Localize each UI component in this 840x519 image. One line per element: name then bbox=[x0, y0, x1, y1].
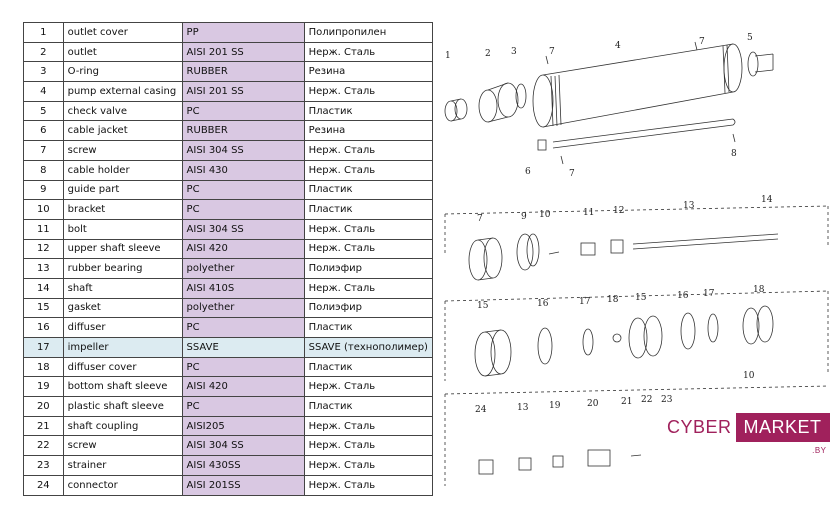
cell-num: 10 bbox=[24, 200, 64, 220]
cybermarket-logo bbox=[661, 409, 831, 455]
cell-num: 16 bbox=[24, 318, 64, 338]
cell-name: plastic shaft sleeve bbox=[63, 397, 182, 417]
callout-label: 18 bbox=[753, 285, 765, 295]
cell-num: 12 bbox=[24, 239, 64, 259]
rubber-bearing-shape bbox=[611, 240, 623, 253]
cell-name: bottom shaft sleeve bbox=[63, 377, 182, 397]
check-valve-shape bbox=[748, 52, 773, 76]
cell-material-ru: Резина bbox=[304, 121, 432, 141]
cell-material-ru: Нерж. Сталь bbox=[304, 141, 432, 161]
cell-material: SSAVE bbox=[182, 338, 304, 358]
callout-label: 20 bbox=[587, 399, 599, 409]
cell-num: 14 bbox=[24, 278, 64, 298]
pump-casing-shape bbox=[533, 44, 742, 127]
callout-label: 7 bbox=[569, 169, 575, 179]
cell-num: 9 bbox=[24, 180, 64, 200]
bottom-shaft-sleeve-shape bbox=[519, 458, 531, 470]
table-row bbox=[24, 357, 433, 377]
cell-material-ru: Нерж. Сталь bbox=[304, 219, 432, 239]
cell-num: 18 bbox=[24, 357, 64, 377]
cell-material-ru: Полиэфир bbox=[304, 298, 432, 318]
bolt-shape bbox=[549, 252, 559, 254]
cell-num: 15 bbox=[24, 298, 64, 318]
cell-name: check valve bbox=[63, 101, 182, 121]
cell-name: bracket bbox=[63, 200, 182, 220]
diffuser-shape-2 bbox=[629, 316, 662, 358]
callout-label: 24 bbox=[475, 405, 487, 415]
cell-material-ru: Пластик bbox=[304, 200, 432, 220]
cell-material-ru: Пластик bbox=[304, 318, 432, 338]
cell-name: pump external casing bbox=[63, 82, 182, 102]
callout-label: 15 bbox=[477, 301, 489, 311]
cell-material: PC bbox=[182, 397, 304, 417]
cell-num: 8 bbox=[24, 160, 64, 180]
table-row bbox=[24, 298, 433, 318]
table-row bbox=[24, 82, 433, 102]
cell-num: 23 bbox=[24, 456, 64, 476]
callout-label: 1 bbox=[445, 51, 451, 61]
diffuser-shape bbox=[475, 330, 511, 376]
cell-material-ru: Нерж. Сталь bbox=[304, 42, 432, 62]
cell-name: outlet bbox=[63, 42, 182, 62]
cell-material-ru: Пластик bbox=[304, 180, 432, 200]
cell-name: outlet cover bbox=[63, 23, 182, 43]
table-row bbox=[24, 160, 433, 180]
cell-material: polyether bbox=[182, 259, 304, 279]
cell-name: rubber bearing bbox=[63, 259, 182, 279]
table-row bbox=[24, 200, 433, 220]
cell-name: connector bbox=[63, 475, 182, 495]
cell-material: AISI 201 SS bbox=[182, 82, 304, 102]
table-row bbox=[24, 318, 433, 338]
cell-name: gasket bbox=[63, 298, 182, 318]
table-row bbox=[24, 436, 433, 456]
table-row bbox=[24, 101, 433, 121]
table-row bbox=[24, 239, 433, 259]
cell-material: PC bbox=[182, 180, 304, 200]
diffuser-cover-shape bbox=[583, 329, 593, 355]
table-row bbox=[24, 180, 433, 200]
cell-name: impeller bbox=[63, 338, 182, 358]
callout-label: 18 bbox=[607, 295, 619, 305]
cell-material: polyether bbox=[182, 298, 304, 318]
cell-material: AISI205 bbox=[182, 416, 304, 436]
drawing-labels bbox=[445, 33, 773, 415]
cell-num: 22 bbox=[24, 436, 64, 456]
cell-material-ru: Пластик bbox=[304, 397, 432, 417]
screw-shapes bbox=[546, 42, 735, 164]
diffuser-cover-shape-2 bbox=[708, 314, 718, 342]
cell-num: 6 bbox=[24, 121, 64, 141]
callout-label: 8 bbox=[731, 149, 737, 159]
upper-shaft-sleeve-shape bbox=[581, 243, 595, 255]
impeller-shape bbox=[538, 328, 552, 364]
cell-material-ru: Полипропилен bbox=[304, 23, 432, 43]
table-row bbox=[24, 121, 433, 141]
table-row bbox=[24, 42, 433, 62]
logo-suffix: .BY bbox=[812, 446, 827, 455]
table-row bbox=[24, 456, 433, 476]
cable-jacket-shape bbox=[538, 140, 546, 150]
callout-label: 15 bbox=[635, 293, 647, 303]
cell-material: PC bbox=[182, 101, 304, 121]
cell-material-ru: SSAVE (технополимер) bbox=[304, 338, 432, 358]
table-row bbox=[24, 397, 433, 417]
cell-material: PC bbox=[182, 318, 304, 338]
bracket-shape bbox=[517, 234, 539, 270]
table-row bbox=[24, 278, 433, 298]
cell-material-ru: Нерж. Сталь bbox=[304, 377, 432, 397]
callout-label: 11 bbox=[583, 208, 595, 218]
table-row bbox=[24, 475, 433, 495]
cell-name: O-ring bbox=[63, 62, 182, 82]
cell-material-ru: Нерж. Сталь bbox=[304, 475, 432, 495]
cell-name: diffuser bbox=[63, 318, 182, 338]
cell-num: 1 bbox=[24, 23, 64, 43]
cell-material: AISI 304 SS bbox=[182, 141, 304, 161]
gasket-shape bbox=[613, 334, 621, 342]
cell-material-ru: Нерж. Сталь bbox=[304, 416, 432, 436]
cell-material: PC bbox=[182, 357, 304, 377]
parts-table-container bbox=[23, 22, 433, 496]
cell-name: cable holder bbox=[63, 160, 182, 180]
cell-material-ru: Резина bbox=[304, 62, 432, 82]
outlet-shape bbox=[479, 83, 518, 122]
callout-label: 2 bbox=[485, 49, 491, 59]
impeller-shape-2 bbox=[681, 313, 695, 349]
cell-material: RUBBER bbox=[182, 121, 304, 141]
callout-label: 7 bbox=[699, 37, 705, 47]
cell-name: cable jacket bbox=[63, 121, 182, 141]
cell-name: screw bbox=[63, 141, 182, 161]
cell-material: AISI 430SS bbox=[182, 456, 304, 476]
cell-num: 24 bbox=[24, 475, 64, 495]
callout-label: 5 bbox=[747, 33, 753, 43]
shaft-coupling-shape bbox=[588, 450, 610, 466]
shaft-shape bbox=[633, 234, 778, 249]
cell-material: PP bbox=[182, 23, 304, 43]
cell-num: 19 bbox=[24, 377, 64, 397]
callout-label: 6 bbox=[525, 167, 531, 177]
logo-right-word: MARKET bbox=[743, 417, 822, 437]
callout-label: 19 bbox=[549, 401, 561, 411]
cell-num: 2 bbox=[24, 42, 64, 62]
cell-name: bolt bbox=[63, 219, 182, 239]
cell-material-ru: Нерж. Сталь bbox=[304, 278, 432, 298]
cell-num: 13 bbox=[24, 259, 64, 279]
cell-material-ru: Нерж. Сталь bbox=[304, 239, 432, 259]
callout-label: 3 bbox=[511, 47, 517, 57]
table-row bbox=[24, 259, 433, 279]
cell-name: guide part bbox=[63, 180, 182, 200]
callout-label: 10 bbox=[743, 371, 755, 381]
cell-num: 4 bbox=[24, 82, 64, 102]
cell-name: strainer bbox=[63, 456, 182, 476]
callout-label: 21 bbox=[621, 397, 633, 407]
table-row bbox=[24, 416, 433, 436]
guide-part-shape bbox=[469, 238, 502, 280]
table-row bbox=[24, 219, 433, 239]
table-row bbox=[24, 62, 433, 82]
cell-material: AISI 430 bbox=[182, 160, 304, 180]
callout-label: 17 bbox=[579, 297, 591, 307]
cell-material-ru: Нерж. Сталь bbox=[304, 436, 432, 456]
cell-material: AISI 304 SS bbox=[182, 219, 304, 239]
plastic-shaft-sleeve-shape bbox=[553, 456, 563, 467]
callout-label: 13 bbox=[683, 201, 695, 211]
cell-num: 11 bbox=[24, 219, 64, 239]
table-row bbox=[24, 338, 433, 358]
callout-label: 17 bbox=[703, 289, 715, 299]
cell-material-ru: Пластик bbox=[304, 101, 432, 121]
cell-material-ru: Пластик bbox=[304, 357, 432, 377]
callout-label: 10 bbox=[539, 210, 551, 220]
parts-table-body bbox=[24, 23, 433, 496]
logo-left-text: CYBER bbox=[667, 417, 732, 437]
cell-num: 7 bbox=[24, 141, 64, 161]
cell-name: screw bbox=[63, 436, 182, 456]
cell-material-ru: Полиэфир bbox=[304, 259, 432, 279]
screw-shape-22 bbox=[631, 455, 641, 456]
cell-material-ru: Нерж. Сталь bbox=[304, 456, 432, 476]
outlet-cover-shape bbox=[445, 99, 467, 121]
table-row bbox=[24, 377, 433, 397]
callout-label: 14 bbox=[761, 195, 773, 205]
cell-name: shaft coupling bbox=[63, 416, 182, 436]
parts-table bbox=[23, 22, 433, 496]
callout-label: 7 bbox=[477, 214, 483, 224]
cell-num: 20 bbox=[24, 397, 64, 417]
cell-num: 21 bbox=[24, 416, 64, 436]
cable-holder-shape bbox=[553, 119, 735, 148]
callout-label: 13 bbox=[517, 403, 529, 413]
cell-material: AISI 304 SS bbox=[182, 436, 304, 456]
callout-label: 4 bbox=[615, 41, 621, 51]
callout-label: 7 bbox=[549, 47, 555, 57]
rubber-bearing-shape-2 bbox=[479, 460, 493, 474]
table-row bbox=[24, 23, 433, 43]
callout-label: 16 bbox=[677, 291, 689, 301]
cell-material: PC bbox=[182, 200, 304, 220]
callout-label: 12 bbox=[613, 206, 625, 216]
cell-material: RUBBER bbox=[182, 62, 304, 82]
logo-right-text bbox=[736, 413, 830, 455]
cell-material: AISI 420 bbox=[182, 377, 304, 397]
cell-name: shaft bbox=[63, 278, 182, 298]
cell-material: AISI 201 SS bbox=[182, 42, 304, 62]
bracket-shape-2 bbox=[743, 306, 773, 344]
cell-material: AISI 420 bbox=[182, 239, 304, 259]
cell-name: diffuser cover bbox=[63, 357, 182, 377]
table-row bbox=[24, 141, 433, 161]
cell-material: AISI 201SS bbox=[182, 475, 304, 495]
cell-num: 5 bbox=[24, 101, 64, 121]
callout-label: 9 bbox=[521, 212, 527, 222]
cell-material-ru: Нерж. Сталь bbox=[304, 82, 432, 102]
callout-label: 23 bbox=[661, 395, 673, 405]
cell-material-ru: Нерж. Сталь bbox=[304, 160, 432, 180]
callout-label: 16 bbox=[537, 299, 549, 309]
cell-num: 3 bbox=[24, 62, 64, 82]
cell-material: AISI 410S bbox=[182, 278, 304, 298]
cell-name: upper shaft sleeve bbox=[63, 239, 182, 259]
callout-label: 22 bbox=[641, 395, 653, 405]
cell-num: 17 bbox=[24, 338, 64, 358]
